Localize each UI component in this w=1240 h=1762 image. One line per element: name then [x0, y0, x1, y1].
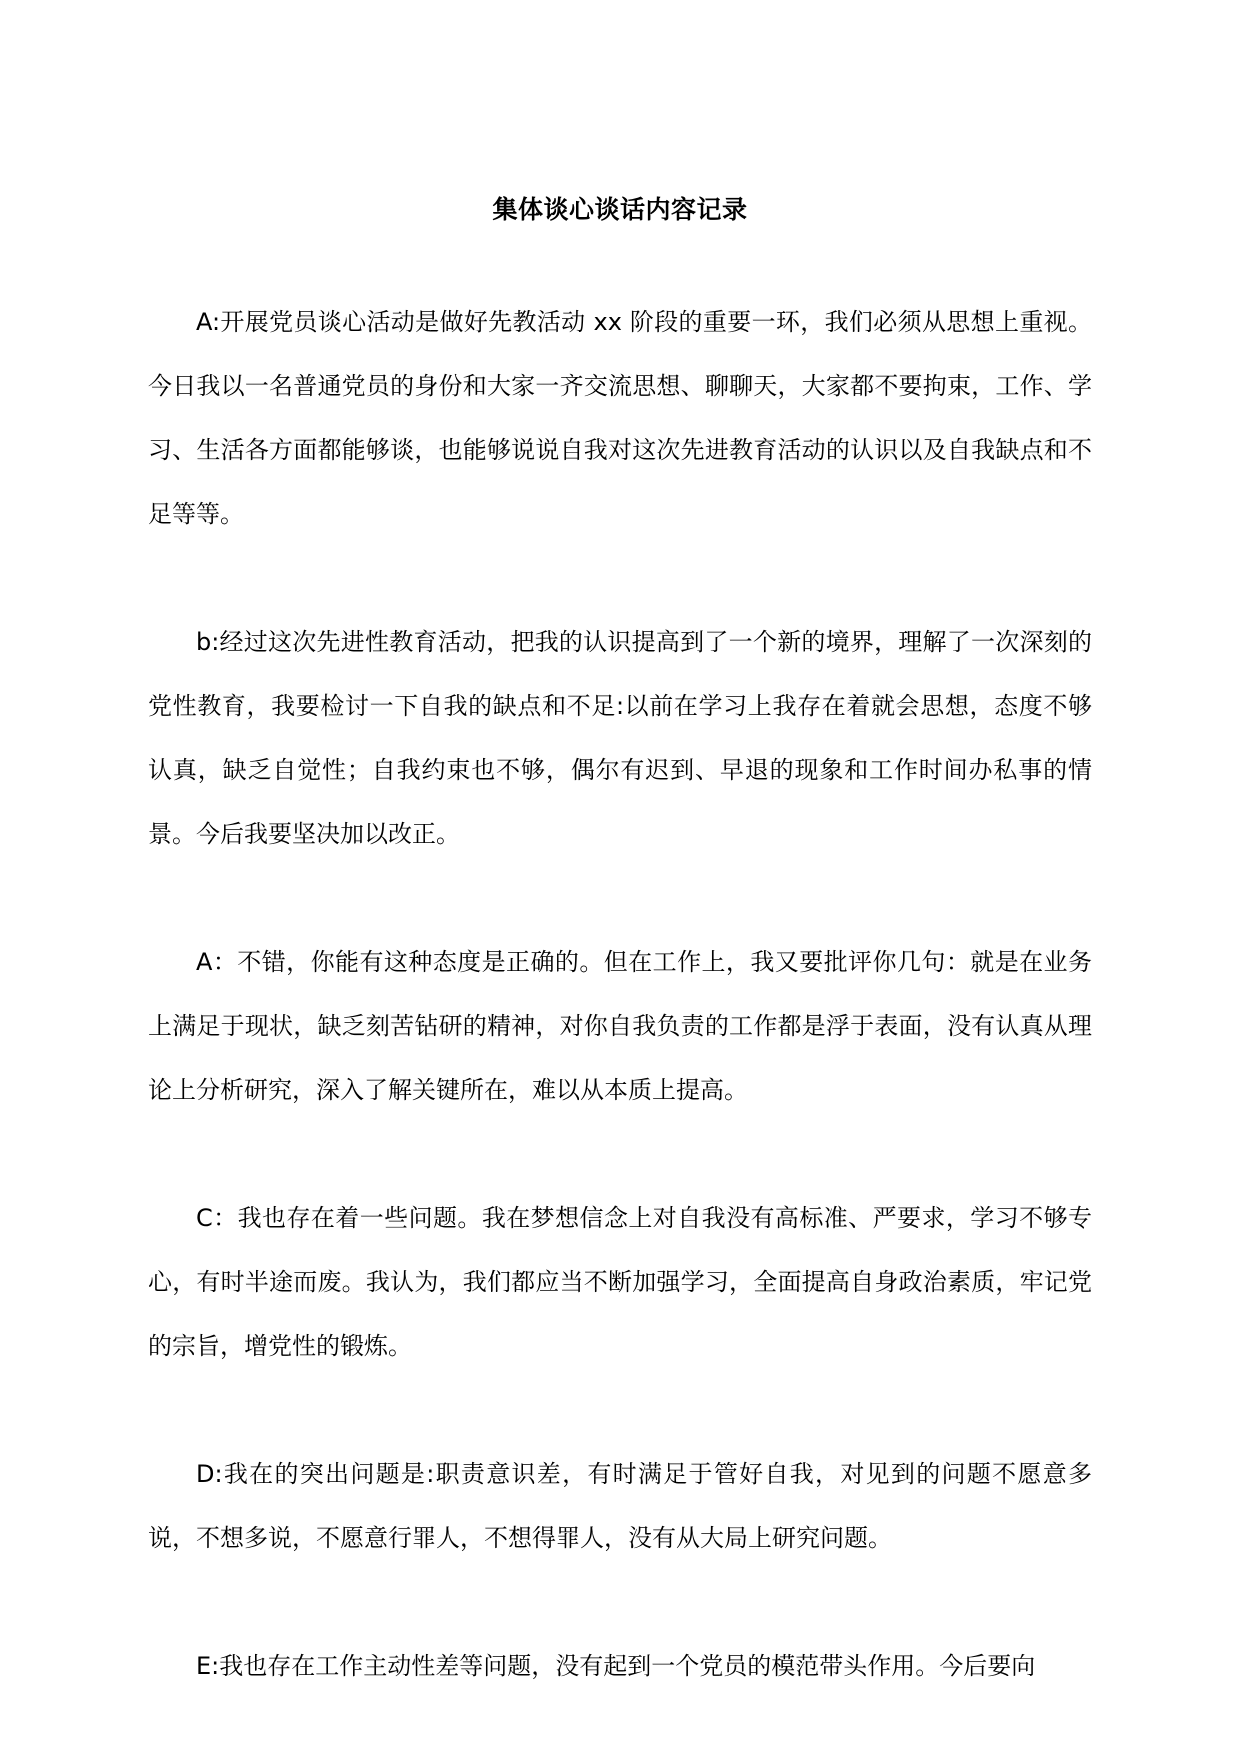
paragraph-speaker-c: C：我也存在着一些问题。我在梦想信念上对自我没有高标准、严要求，学习不够专心，有时半途而废。我认为，我们都应当不断加强学习，全面提高自身政治素质，牢记党的宗旨，增党性的锻炼。	[148, 1204, 1092, 1360]
paragraph-speaker-b: b:经过这次先进性教育活动，把我的认识提高到了一个新的境界，理解了一次深刻的党性教育，我要检讨一下自我的缺点和不足:以前在学习上我存在着就会思想，态度不够认真，缺乏自觉性；自我约束也不够，偶尔有迟到、早退的现象和工作时间办私事的情景。今后我要坚决加以改正。	[148, 628, 1092, 848]
paragraph-speaker-a-opening: A:开展党员谈心活动是做好先教活动 xx 阶段的重要一环，我们必须从思想上重视。今日我以一名普通党员的身份和大家一齐交流思想、聊聊天，大家都不要拘束，工作、学习、生活各方面都能够谈，也能够说说自我对这次先进教育活动的认识以及自我缺点和不足等等。	[148, 308, 1092, 528]
paragraph-speaker-e: E:我也存在工作主动性差等问题，没有起到一个党员的模范带头作用。今后要向	[196, 1652, 1036, 1680]
document-body	[148, 290, 1092, 1762]
paragraph-speaker-a-reply: A：不错，你能有这种态度是正确的。但在工作上，我又要批评你几句：就是在业务上满足于现状，缺乏刻苦钻研的精神，对你自我负责的工作都是浮于表面，没有认真从理论上分析研究，深入了解关键所在，难以从本质上提高。	[148, 948, 1092, 1104]
paragraph-speaker-d: D:我在的突出问题是:职责意识差，有时满足于管好自我，对见到的问题不愿意多说，不想多说，不愿意行罪人，不想得罪人，没有从大局上研究问题。	[148, 1460, 1092, 1552]
document-title: 集体谈心谈话内容记录	[492, 195, 748, 224]
